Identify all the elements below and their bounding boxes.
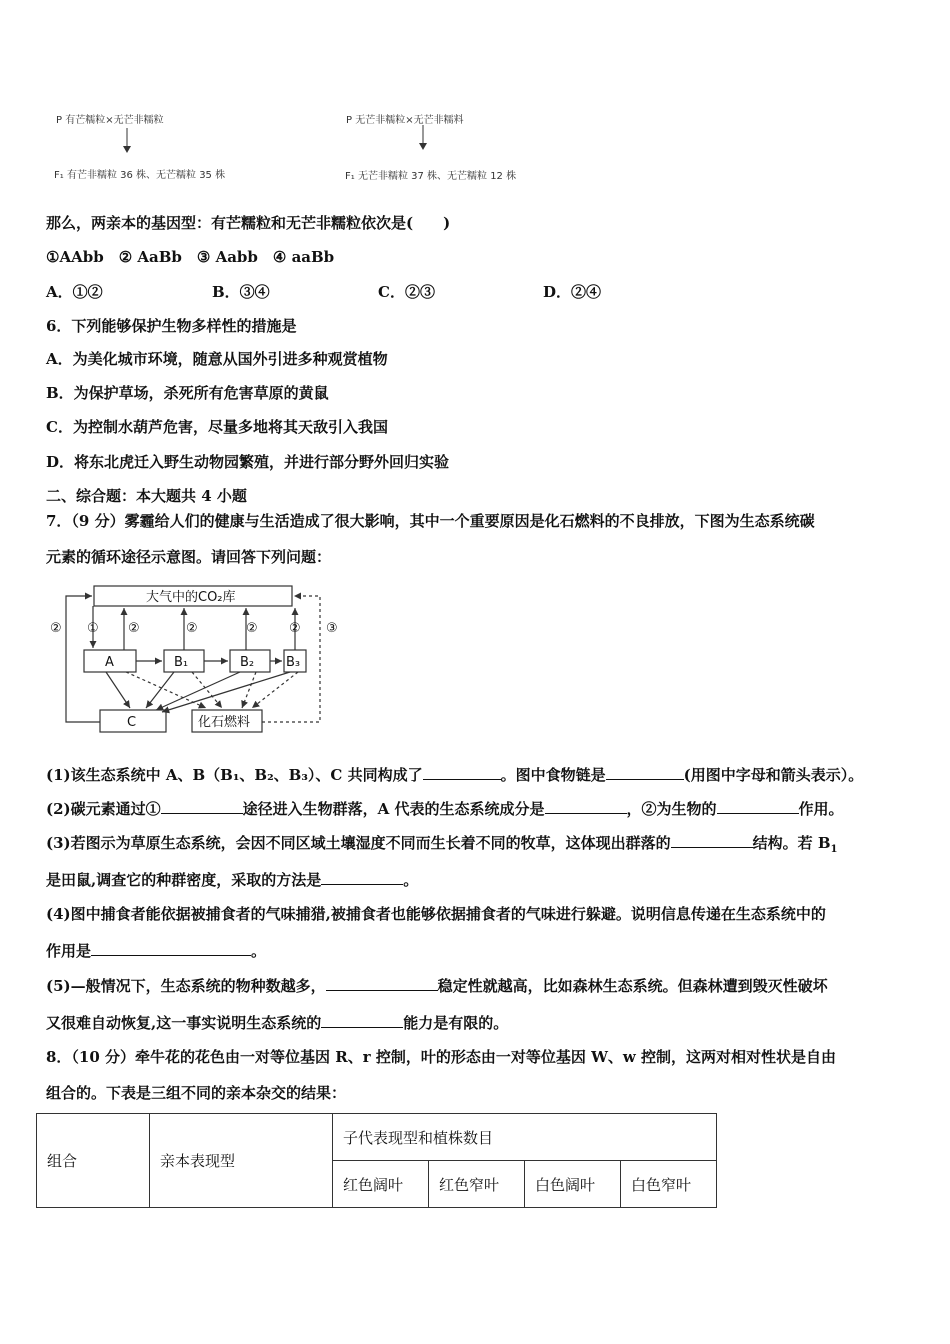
q5-genotypes: ①AAbb ② AaBb ③ Aabb ④ aaBb: [46, 248, 335, 266]
q7-part4-line2: 作用是 。: [46, 942, 267, 960]
marker-3: ③: [326, 621, 338, 636]
q7-stem-line2: 元素的循环途径示意图。请回答下列问题：: [46, 548, 332, 566]
q7-part5-line2: 又很难自动恢复,这一事实说明生态系统的 能力是有限的。: [46, 1014, 509, 1032]
q5-option-c: C．②③: [378, 283, 435, 301]
answer-blank[interactable]: [717, 799, 799, 814]
cross1-parents: P 有芒糯粒×无芒非糯粒: [56, 115, 164, 126]
q7-part3-line1: (3)若图示为草原生态系统，会因不同区域土壤湿度不同而生长着不同的牧草，这体现出群落的 结构。若 $B_1$: [46, 834, 838, 855]
answer-blank[interactable]: [423, 765, 501, 780]
q7-part5-line1: (5)—般情况下，生态系统的物种数越多， 稳定性就越高，比如森林生态系统。但森林遭到毁灭性破坏: [46, 977, 828, 995]
q7-stem-line1: 7．（9 分）雾霾给人们的健康与生活造成了很大影响，其中一个重要原因是化石燃料的不良排放，下图为生态系统碳: [46, 512, 815, 530]
cross1-offspring: F₁ 有芒非糯粒 36 株、无芒糯粒 35 株: [54, 170, 226, 181]
marker-2-b1: ②: [186, 621, 198, 636]
q6-option-b: B．为保护草场，杀死所有危害草原的黄鼠: [46, 384, 329, 402]
marker-2-b2: ②: [246, 621, 258, 636]
col-header-offspring: 子代表现型和植株数目: [333, 1114, 717, 1161]
carbon-cycle-diagram: [46, 580, 356, 740]
marker-2-b3: ②: [289, 621, 301, 636]
fossil-fuel-label: 化石燃料: [198, 715, 251, 730]
producer-a-label: A: [105, 655, 114, 670]
sub-header-red-broad: 红色阔叶: [333, 1161, 429, 1208]
co2-pool-label: 大气中的CO₂库: [146, 590, 236, 605]
answer-blank[interactable]: [326, 976, 438, 991]
consumer-b3-label: B₃: [286, 655, 301, 670]
q6-option-d: D．将东北虎迁入野生动物园繁殖，并进行部分野外回归实验: [46, 453, 450, 471]
consumer-b1-label: B₁: [174, 655, 189, 670]
q6-option-c: C．为控制水葫芦危害，尽量多地将其天敌引入我国: [46, 418, 388, 436]
q7-part2: (2)碳元素通过① 途径进入生物群落，A 代表的生态系统成分是 ，②为生物的 作用。: [46, 800, 844, 818]
marker-1: ①: [87, 621, 99, 636]
q7-part3-line2: 是田鼠,调查它的种群密度，采取的方法是 。: [46, 871, 419, 889]
answer-blank[interactable]: [91, 941, 251, 956]
answer-blank[interactable]: [545, 799, 627, 814]
sub-header-white-narrow: 白色窄叶: [621, 1161, 717, 1208]
cross2-parents: P 无芒非糯粒×无芒非糯料: [346, 115, 464, 126]
q7-part1: (1)该生态系统中 A、B（B₁、B₂、B₃）、C 共同构成了 。图中食物链是 (用图中字母和箭头表示）。: [46, 766, 864, 784]
answer-blank[interactable]: [671, 833, 753, 848]
sub-header-white-broad: 白色阔叶: [525, 1161, 621, 1208]
marker-2-a: ②: [128, 621, 140, 636]
q7-part4-line1: (4)图中捕食者能依据被捕食者的气味捕猎,被捕食者也能够依据捕食者的气味进行躲避。说明信息传递在生态系统中的: [46, 905, 826, 923]
consumer-b2-label: B₂: [240, 655, 255, 670]
q5-stem: 那么，两亲本的基因型：有芒糯粒和无芒非糯粒依次是( ): [46, 214, 451, 232]
q6-option-a: A．为美化城市环境，随意从国外引进多种观赏植物: [46, 350, 388, 368]
answer-blank[interactable]: [161, 799, 243, 814]
marker-2-left: ②: [50, 621, 62, 636]
cross1-arrow: [122, 128, 132, 154]
q8-stem-line2: 组合的。下表是三组不同的亲本杂交的结果：: [46, 1084, 347, 1102]
cross2-offspring: F₁ 无芒非糯粒 37 株、无芒糯粒 12 株: [345, 171, 517, 182]
q6-stem: 6．下列能够保护生物多样性的措施是: [46, 317, 297, 335]
q5-option-d: D．②④: [543, 283, 602, 301]
section-heading: 二、综合题：本大题共 4 小题: [46, 487, 247, 505]
col-header-parents: 亲本表现型: [150, 1114, 333, 1208]
q5-option-b: B．③④: [212, 283, 270, 301]
q5-option-a: A．①②: [46, 283, 103, 301]
answer-blank[interactable]: [606, 765, 684, 780]
sub-header-red-narrow: 红色窄叶: [429, 1161, 525, 1208]
results-table: [36, 1113, 717, 1208]
col-header-group: 组合: [37, 1114, 150, 1208]
q8-stem-line1: 8．（10 分）牵牛花的花色由一对等位基因 R、r 控制，叶的形态由一对等位基因 W、w 控制，这两对相对性状是自由: [46, 1048, 837, 1066]
answer-blank[interactable]: [321, 1013, 403, 1028]
answer-blank[interactable]: [321, 870, 403, 885]
decomposer-c-label: C: [127, 715, 137, 730]
cross2-arrow: [418, 125, 428, 151]
